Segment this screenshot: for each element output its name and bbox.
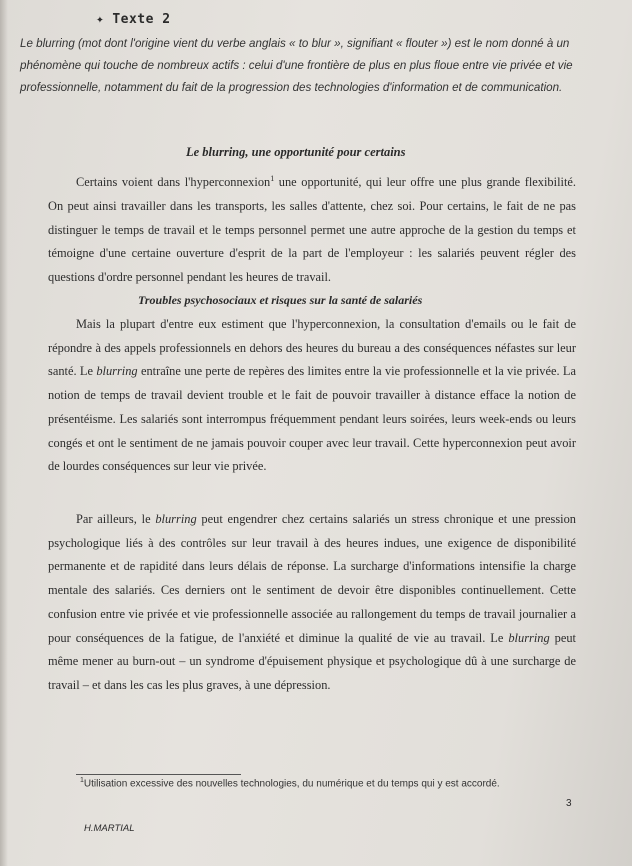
paragraph-risks-2 xyxy=(48,508,576,698)
footnote-reference: 1 xyxy=(270,174,275,183)
sparkle-icon: ✦ xyxy=(96,12,105,27)
paragraph-risks-1 xyxy=(48,313,576,479)
page-number: 3 xyxy=(566,798,572,809)
paragraph-opportunity xyxy=(48,167,576,290)
term-blurring: blurring xyxy=(508,630,550,645)
intro-paragraph: Le blurring (mot dont l'origine vient du verbe anglais « to blur », signifiant « flouter ») est le nom donné à un phénomène qui touche de nombreux actifs : celui d'une frontière de plus en plus floue entre vie privée et vie professionnelle, notamment du fait de la progression des technologies d'information et de communication. xyxy=(20,37,573,94)
title-label: Texte 2 xyxy=(112,12,171,27)
paragraph-opportunity-rest: une opportunité, qui leur offre une plus grande flexibilité. On peut ainsi travailler dans les transports, les salles d'attente, chez soi. Pour certains, le fait de ne pas distinguer le temps de travail et le temps personnel permet une autre approche de la gestion du temps et témoigne d'une certaine ouverture d'esprit de la part de l'employeur : les salariés peuvent régler des questions d'ordre personnel pendant les heures de travail. xyxy=(48,175,576,284)
footnote-separator xyxy=(76,774,241,775)
paragraph-risks-1-a: Mais la plupart d'entre eux estiment que l'hyperconnexion, la consultation d'emails ou le fait de répondre à des appels professionnels en dehors des heures du bureau a des conséquences néfastes sur leur santé. Le xyxy=(48,317,576,379)
page-shadow xyxy=(0,0,8,866)
term-blurring: blurring xyxy=(155,512,197,526)
footnote-text: Utilisation excessive des nouvelles technologies, du numérique et du temps qui y est accordé. xyxy=(83,778,500,790)
paragraph-risks-1-b: entraîne une perte de repères des limites entre la vie professionnelle et la vie privée. La notion de temps de travail devient trouble et le fait de pouvoir travailler à distance efface la notion de présentéisme. Les salariés sont interrompus fréquemment pendant leurs soirées, leurs week-ends ou leurs congés et ont le sentiment de ne jamais pouvoir couper avec leur travail. Cette hyperconnexion peut avoir de lourdes conséquences sur leur vie privée. xyxy=(48,364,576,474)
text-title xyxy=(96,12,171,27)
paragraph-risks-2-c: peut même mener au burn-out – un syndrome d'épuisement physique et psychologique dû à une surcharge de travail – et dans les cas les plus graves, à une dépression. xyxy=(48,630,576,692)
term-blurring: blurring xyxy=(96,364,138,379)
section-heading-opportunity: Le blurring, une opportunité pour certains xyxy=(186,145,406,159)
paragraph-risks-2-a: Par ailleurs, le xyxy=(76,512,156,526)
footnote xyxy=(80,777,500,789)
author-name: H.MARTIAL xyxy=(84,823,135,834)
paragraph-opportunity-start: Certains voient dans l'hyperconnexion xyxy=(76,175,271,190)
section-heading-risks: Troubles psychosociaux et risques sur la santé de salariés xyxy=(138,293,423,307)
footnote-mark: 1 xyxy=(80,777,84,784)
paragraph-risks-2-b: peut engendrer chez certains salariés un stress chronique et une pression psychologique liés à des contrôles sur leur travail à des heures indues, une exigence de disponibilité permanente et de rapidité dans leurs délais de réponse. La surcharge d'informations intensifie la charge mentale des salariés. Ces derniers ont le sentiment de devoir être disponibles continuellement. Cette confusion entre vie privée et vie professionnelle associée au rallongement du temps de travail journalier a pour conséquences de la fatigue, de l'anxiété et diminue la qualité de vie au travail. Le xyxy=(48,512,576,645)
